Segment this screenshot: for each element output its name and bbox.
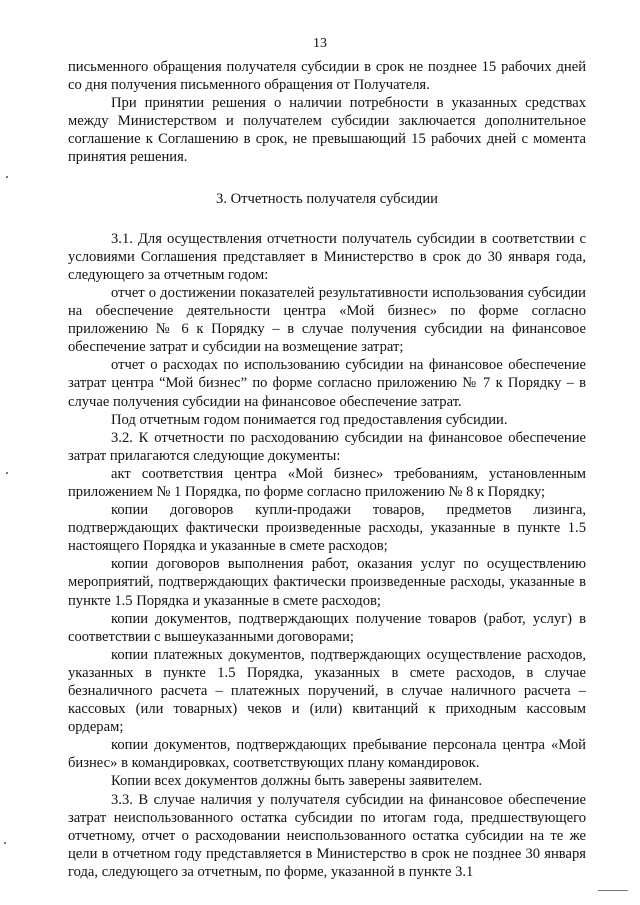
- paragraph: отчет о расходах по использованию субсидии на финансовое обеспечение затрат центра “Мой бизнес” по форме согласно приложению № 7 к Порядку – в случае получения субсидии на финансовое обеспечение затрат.: [68, 357, 586, 410]
- paragraph: копии документов, подтверждающих получение товаров (работ, услуг) в соответствии с вышеуказанными договорами;: [68, 610, 586, 645]
- scan-edge-mark: [4, 842, 6, 844]
- page-number: 13: [313, 36, 327, 51]
- section-title: 3. Отчетность получателя субсидии: [216, 190, 438, 207]
- paragraph: акт соответствия центра «Мой бизнес» требованиям, установленным приложением № 1 Порядка, по форме согласно приложению № 8 к Порядку;: [68, 465, 586, 500]
- paragraph: При принятии решения о наличии потребности в указанных средствах между Министерством и получателем субсидии заключается дополнительное соглашение к Соглашению в срок, не превышающий 15 рабочих дней с момента принятия решения.: [68, 95, 586, 166]
- paragraph: 3.1. Для осуществления отчетности получатель субсидии в соответствии с условиями Соглашения представляет в Министерство в срок до 30 января года, следующего за отчетным годом:: [68, 230, 586, 283]
- scan-edge-mark: [6, 472, 8, 474]
- paragraph: письменного обращения получателя субсидии в срок не позднее 15 рабочих дней со дня получения письменного обращения от Получателя.: [68, 59, 586, 94]
- paragraph: копии документов, подтверждающих пребывание персонала центра «Мой бизнес» в командировках, соответствующих плану командировок.: [68, 737, 586, 772]
- scan-edge-mark: [598, 890, 628, 891]
- paragraph: 3.3. В случае наличия у получателя субсидии на финансовое обеспечение затрат неиспользованного остатка субсидии по итогам года, предшествующего отчетному, отчет о расходовании неиспользованного остатка субсидии на те же цели в отчетном году представляется в Министерство в срок не позднее 30 января года, следующего за отчетным, по форме, указанной в пункте 3.1: [68, 791, 586, 880]
- paragraph: отчет о достижении показателей результативности использования субсидии на обеспечение деятельности центра «Мой бизнес» по форме согласно приложению № 6 к Порядку – в случае получения субсидии на финансовое обеспечение затрат и субсидии на возмещение затрат;: [68, 284, 586, 356]
- paragraph: Копии всех документов должны быть заверены заявителем.: [111, 773, 483, 790]
- paragraph: копии договоров выполнения работ, оказания услуг по осуществлению мероприятий, подтверждающих фактически произведенные расходы, указанные в пункте 1.5 Порядка и указанные в смете расходов;: [68, 556, 586, 609]
- document-body: [68, 58, 586, 881]
- paragraph: Под отчетным годом понимается год предоставления субсидии.: [111, 411, 508, 428]
- scan-edge-mark: [6, 176, 8, 178]
- paragraph: 3.2. К отчетности по расходованию субсидии на финансовое обеспечение затрат прилагаются следующие документы:: [68, 429, 586, 464]
- paragraph: копии договоров купли-продажи товаров, предметов лизинга, подтверждающих фактически произведенные расходы, указанные в пункте 1.5 настоящего Порядка и указанные в смете расходов;: [68, 502, 586, 555]
- paragraph: копии платежных документов, подтверждающих осуществление расходов, указанных в пункте 1.5 Порядка, указанных в смете расходов, в случае безналичного расчета – платежных поручений, в случае наличного расчета – кассовых (или товарных) чеков и (или) квитанций к приходным кассовым ордерам;: [68, 646, 586, 736]
